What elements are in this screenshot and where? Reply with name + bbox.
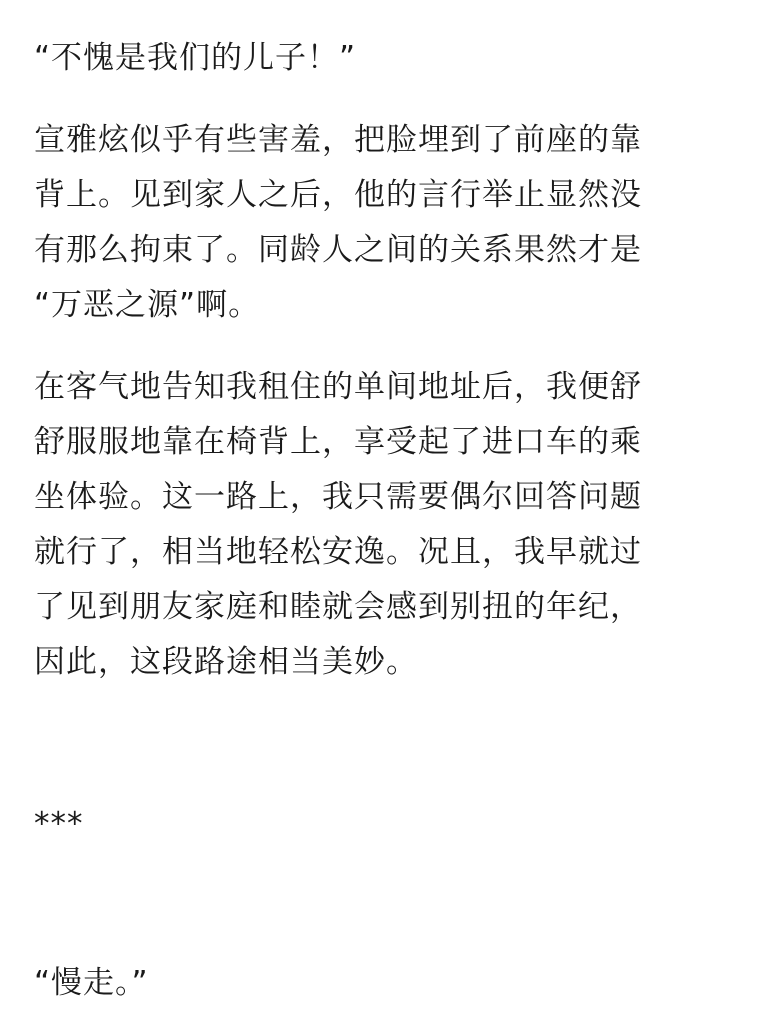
paragraph-3-line-6: 因此，这段路途相当美妙。 [34,644,418,680]
paragraph-3-line-4: 就行了，相当地轻松安逸。况且，我早就过 [34,534,642,570]
paragraph-3-line-3: 坐体验。这一路上，我只需要偶尔回答问题 [34,479,642,515]
dialogue-line-praise: “不愧是我们的儿子！” [34,40,357,76]
paragraph-2-line-1: 宣雅炫似乎有些害羞，把脸埋到了前座的靠 [34,122,642,158]
paragraph-2-line-2: 背上。见到家人之后，他的言行举止显然没 [34,177,642,213]
dialogue-line-farewell: “慢走。” [34,965,149,1001]
paragraph-2-line-3: 有那么拘束了。同龄人之间的关系果然才是 [34,232,642,268]
paragraph-3-line-2: 舒服服地靠在椅背上，享受起了进口车的乘 [34,424,642,460]
paragraph-3-line-1: 在客气地告知我租住的单间地址后，我便舒 [34,369,642,405]
scene-break: *** [34,806,84,842]
paragraph-3-line-5: 了见到朋友家庭和睦就会感到别扭的年纪， [34,589,642,625]
paragraph-2-line-4: “万恶之源”啊。 [34,287,261,323]
